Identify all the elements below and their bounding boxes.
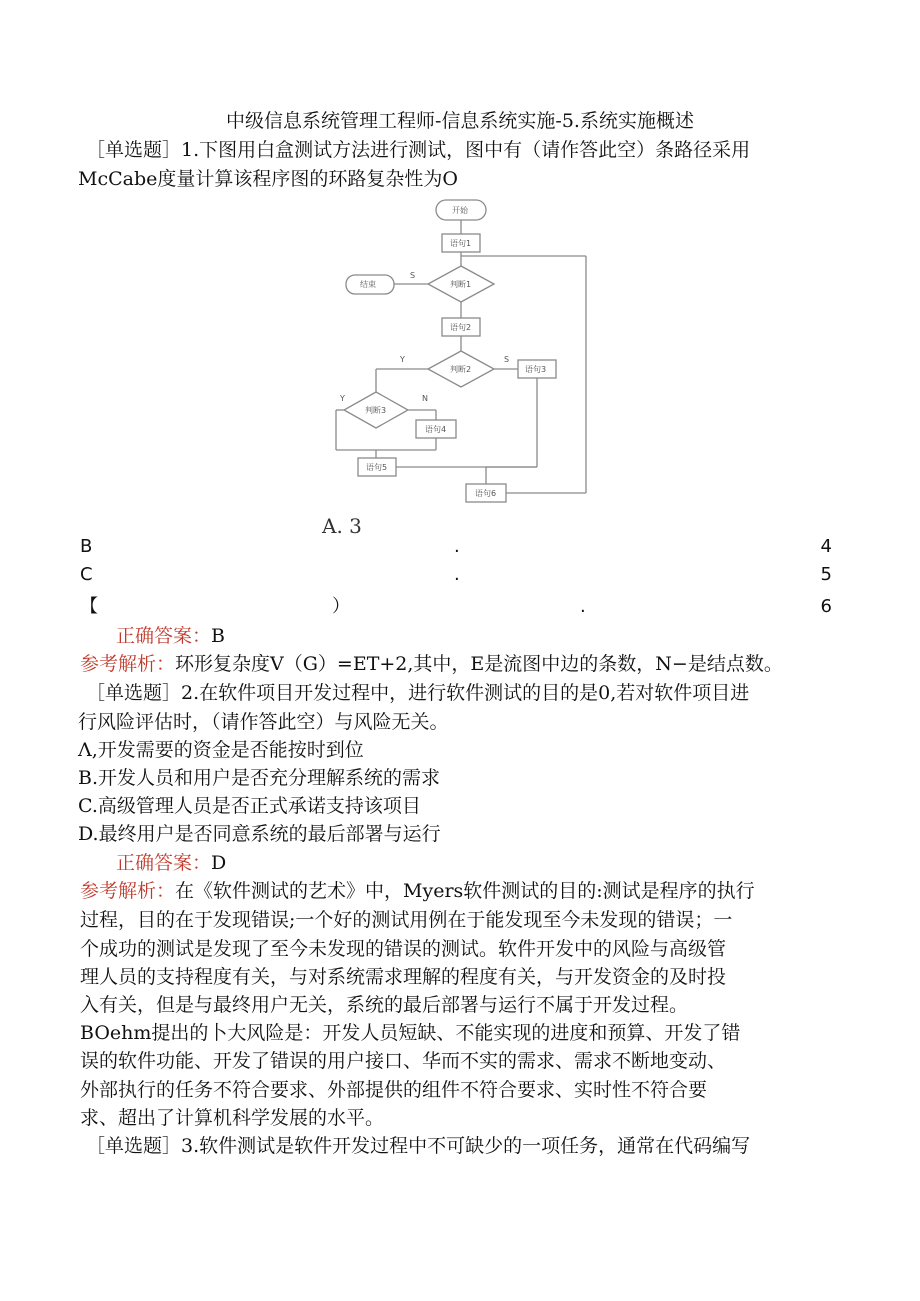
q2-analysis-line3: 个成功的测试是发现了至今未发现的错误的测试。软件开发中的风险与高级管 <box>80 938 727 960</box>
q1-option-b-value: 4 <box>820 536 832 557</box>
flowchart <box>318 196 598 516</box>
q2-stem-line2: 行风险评估时，（请作答此空）与风险无关。 <box>78 711 449 733</box>
q2-analysis-line7: 误的软件功能、开发了错误的用户接口、华而不实的需求、需求不断地变动、 <box>80 1050 727 1072</box>
q1-analysis-text: 环形复杂度V（G）=ET+2,其中，E是流图中边的条数，N−是结点数。 <box>175 653 783 675</box>
q1-analysis <box>80 651 783 677</box>
flow-d2-no: S <box>504 355 510 364</box>
flow-d2-label: 判断2 <box>450 365 472 374</box>
q1-answer <box>116 623 225 649</box>
q2-analysis-label: 参考解析： <box>80 880 176 902</box>
q2-option-a: Λ,开发需要的资金是否能按时到位 <box>78 739 364 761</box>
q1-option-b-letter: B <box>80 536 93 557</box>
q1-answer-value: B <box>211 625 225 647</box>
flow-d1-label: 判断1 <box>450 280 472 289</box>
q2-analysis-line9: 求、超出了计算机科学发展的水平。 <box>80 1107 385 1129</box>
q2-answer-label: 正确答案： <box>116 852 212 874</box>
q2-option-b: B.开发人员和用户是否充分理解系统的需求 <box>78 767 441 789</box>
q2-analysis-text1: 在《软件测试的艺术》中，Myers软件测试的目的:测试是程序的执行 <box>175 880 755 902</box>
q2-analysis-line5: 入有关，但是与最终用户无关，系统的最后部署与运行不属于开发过程。 <box>80 994 689 1016</box>
q2-stem-line1: ［单选题］2.在软件项目开发过程中，进行软件测试的目的是0,若对软件项目进 <box>86 682 750 704</box>
q1-stem-line2: McCabe度量计算该程序图的环路复杂性为O <box>78 168 458 190</box>
flow-d3-label: 判断3 <box>365 406 387 415</box>
flow-s2-label: 语句2 <box>450 323 472 332</box>
q2-answer-value: D <box>211 852 227 874</box>
q1-analysis-label: 参考解析： <box>80 653 176 675</box>
flow-s1-label: 语句1 <box>450 239 472 248</box>
q1-option-a: A. 3 <box>322 514 362 538</box>
q1-option-c-dot: . <box>454 564 460 585</box>
flow-d3-yes: Y <box>340 394 345 403</box>
flow-d3-no: N <box>422 394 428 403</box>
flow-s4-label: 语句4 <box>425 425 447 434</box>
q2-option-d: D.最终用户是否同意系统的最后部署与运行 <box>78 823 441 845</box>
q1-option-d-dot: . <box>580 596 586 617</box>
q2-analysis-line6: BOehm提出的卜大风险是：开发人员短缺、不能实现的进度和预算、开发了错 <box>80 1022 741 1044</box>
flow-d2-yes: Y <box>400 355 405 364</box>
q2-analysis-line4: 理人员的支持程度有关，与对系统需求理解的程度有关，与开发资金的及时投 <box>80 966 727 988</box>
q1-stem-line1: ［单选题］1.下图用白盒测试方法进行测试，图中有（请作答此空）条路径采用 <box>86 139 751 161</box>
q2-analysis-line2: 过程，目的在于发现错误;一个好的测试用例在于能发现至今未发现的错误；一 <box>80 909 733 931</box>
q2-analysis-line8: 外部执行的任务不符合要求、外部提供的组件不符合要求、实时性不符合要 <box>80 1079 708 1101</box>
q2-analysis-line1 <box>80 878 755 904</box>
q2-option-c: C.高级管理人员是否正式承诺支持该项目 <box>78 795 421 817</box>
q1-option-c-letter: C <box>80 564 93 585</box>
q3-stem-line1: ［单选题］3.软件测试是软件开发过程中不可缺少的一项任务，通常在代码编写 <box>86 1135 751 1157</box>
q1-option-d-paren: ） <box>332 596 350 617</box>
flow-start-label: 开始 <box>452 206 468 215</box>
flow-d1-branch: S <box>410 271 416 280</box>
doc-title: 中级信息系统管理工程师-信息系统实施-5.系统实施概述 <box>226 110 694 132</box>
q1-option-d-value: 6 <box>820 596 832 617</box>
flow-s5-label: 语句5 <box>366 463 388 472</box>
flow-s3-label: 语句3 <box>525 365 547 374</box>
q2-answer <box>116 850 226 876</box>
flow-end-label: 结束 <box>360 280 376 289</box>
q1-option-b-dot: . <box>454 536 460 557</box>
q1-option-d-letter: 【 <box>80 596 98 617</box>
flow-s6-label: 语句6 <box>475 489 497 498</box>
q1-option-c-value: 5 <box>820 564 832 585</box>
q1-answer-label: 正确答案： <box>116 625 212 647</box>
